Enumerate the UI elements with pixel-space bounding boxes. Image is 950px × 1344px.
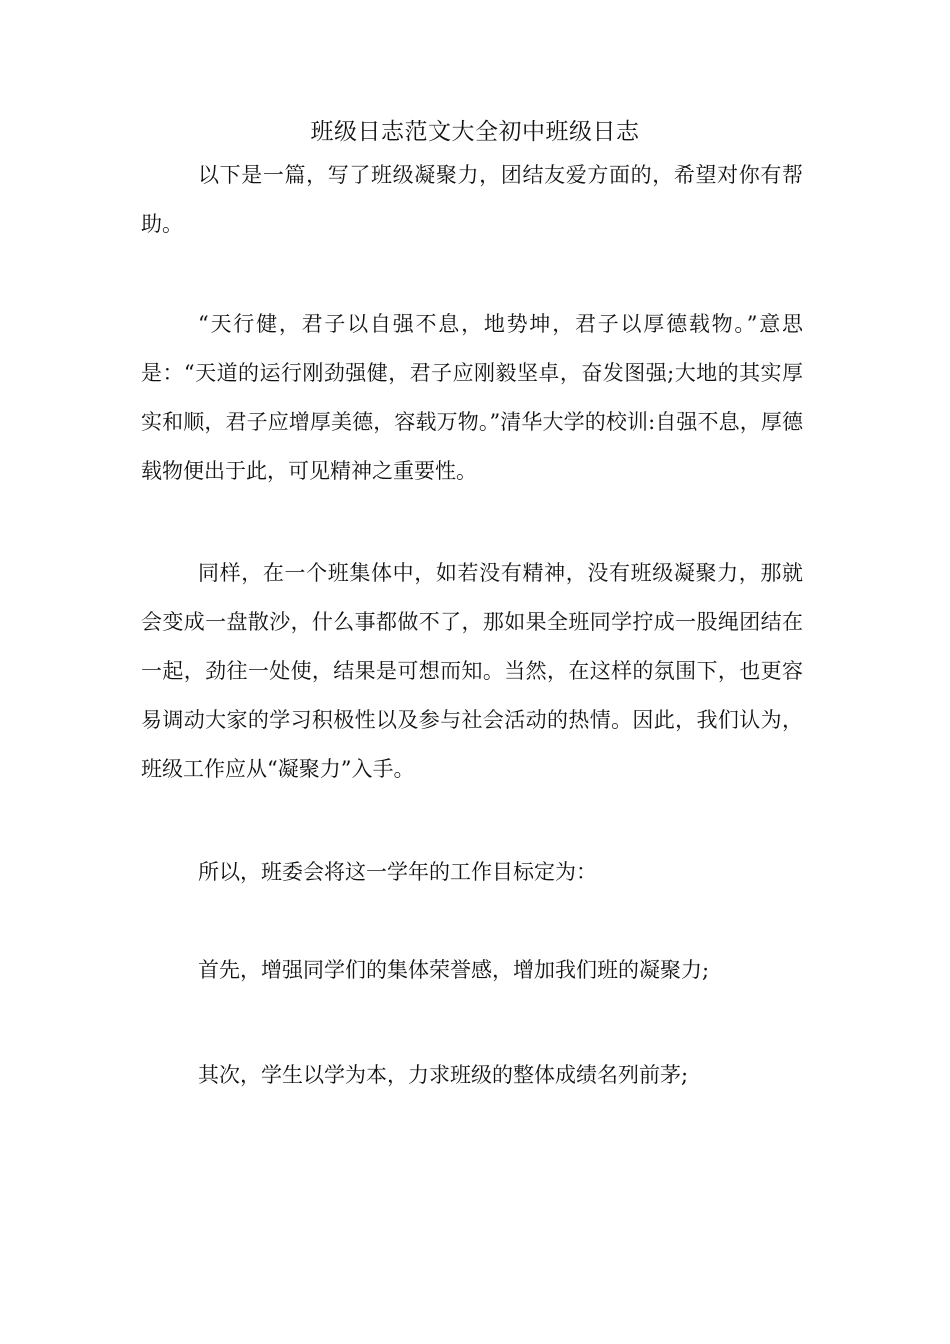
cohesion-paragraph: 同样，在一个班集体中，如若没有精神，没有班级凝聚力，那就会变成一盘散沙，什么事都做不了，那如果全班同学拧成一股绳团结在一起，劲往一处使，结果是可想而知。当然，在这样的氛围下，也更容易调动大家的学习积极性以及参与社会活动的热情。因此，我们认为，班级工作应从“凝聚力”入手。	[141, 561, 803, 781]
second-goal-paragraph: 其次，学生以学为本，力求班级的整体成绩名列前茅;	[198, 1063, 689, 1087]
goal-paragraph: 所以，班委会将这一学年的工作目标定为：	[198, 860, 597, 884]
first-goal-paragraph: 首先，增强同学们的集体荣誉感，增加我们班的凝聚力;	[198, 958, 710, 982]
quote-paragraph: “天行健，君子以自强不息，地势坤，君子以厚德载物。”意思是：“天道的运行刚劲强健，君子应刚毅坚卓，奋发图强;大地的其实厚实和顺，君子应增厚美德，容载万物。”清华大学的校训:自强不息，厚德载物便出于此，可见精神之重要性。	[141, 312, 803, 483]
intro-paragraph: 以下是一篇，写了班级凝聚力，团结友爱方面的，希望对你有帮助。	[141, 163, 803, 236]
document-title: 班级日志范文大全初中班级日志	[310, 119, 640, 145]
